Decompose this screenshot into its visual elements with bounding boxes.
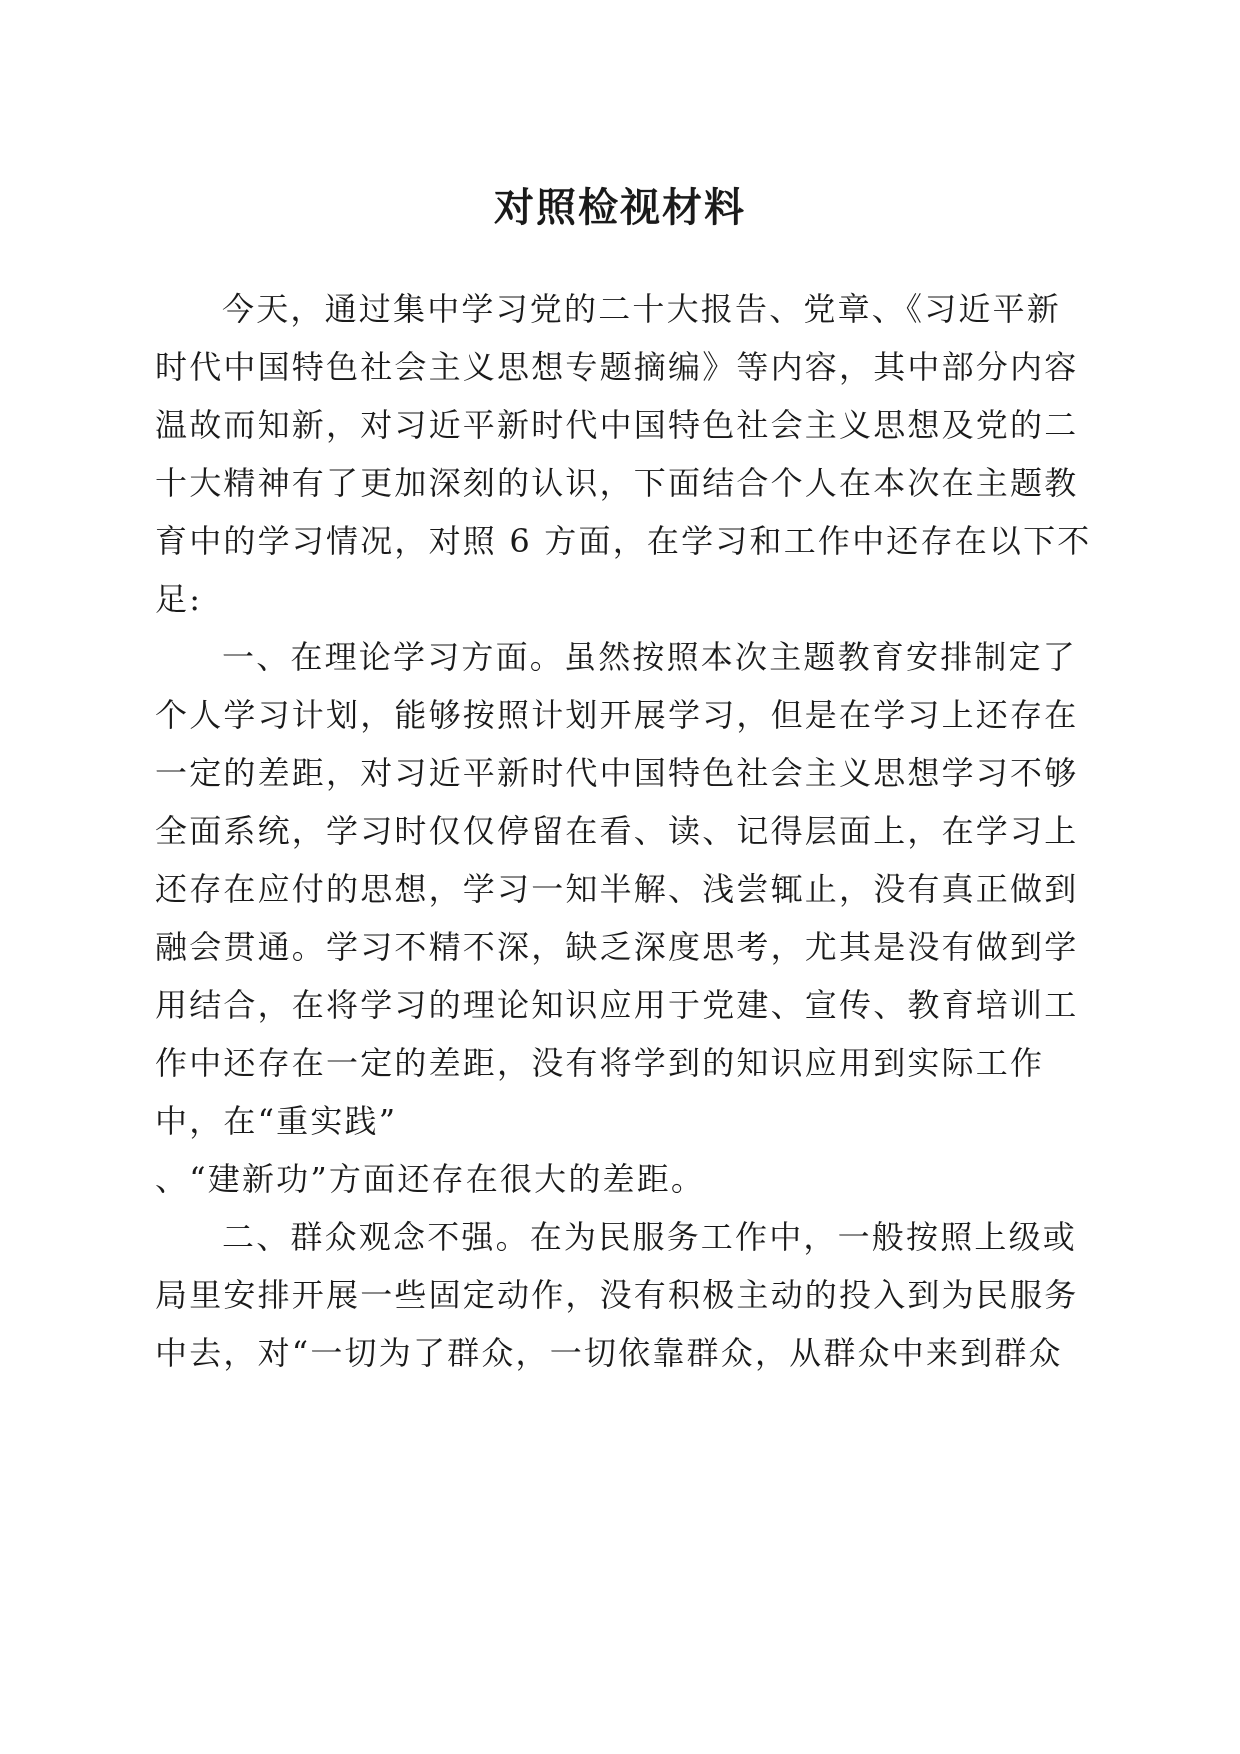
paragraph-line: 用结合，在将学习的理论知识应用于党建、宣传、教育培训工 [155, 986, 1079, 1024]
paragraph-line: 、“建新功”方面还存在很大的差距。 [155, 1160, 706, 1198]
paragraph-line: 育中的学习情况，对照 6 方面，在学习和工作中还存在以下不 [155, 522, 1092, 560]
paragraph-line: 中，在“重实践” [155, 1102, 398, 1140]
paragraph-line: 足: [155, 580, 203, 618]
paragraph-line: 一定的差距，对习近平新时代中国特色社会主义思想学习不够 [155, 754, 1079, 792]
paragraph-line: 还存在应付的思想，学习一知半解、浅尝辄止，没有真正做到 [155, 870, 1079, 908]
paragraph-line: 中去，对“一切为了群众，一切依靠群众，从群众中来到群众 [155, 1334, 1063, 1372]
paragraph-line: 今天，通过集中学习党的二十大报告、党章、《习近平新 [222, 290, 1062, 328]
paragraph-line: 二、群众观念不强。在为民服务工作中，一般按照上级或 [222, 1218, 1078, 1256]
paragraph-line: 十大精神有了更加深刻的认识，下面结合个人在本次在主题教 [155, 464, 1079, 502]
document-title: 对照检视材料 [494, 184, 746, 231]
paragraph-line: 局里安排开展一些固定动作，没有积极主动的投入到为民服务 [155, 1276, 1079, 1314]
paragraph-line: 全面系统，学习时仅仅停留在看、读、记得层面上，在学习上 [155, 812, 1079, 850]
paragraph-line: 一、在理论学习方面。虽然按照本次主题教育安排制定了 [222, 638, 1078, 676]
paragraph-line: 时代中国特色社会主义思想专题摘编》等内容，其中部分内容 [155, 348, 1079, 386]
paragraph-line: 温故而知新，对习近平新时代中国特色社会主义思想及党的二 [155, 406, 1079, 444]
paragraph-line: 融会贯通。学习不精不深，缺乏深度思考，尤其是没有做到学 [155, 928, 1079, 966]
paragraph-line: 作中还存在一定的差距，没有将学到的知识应用到实际工作 [155, 1044, 1045, 1082]
paragraph-line: 个人学习计划，能够按照计划开展学习，但是在学习上还存在 [155, 696, 1079, 734]
